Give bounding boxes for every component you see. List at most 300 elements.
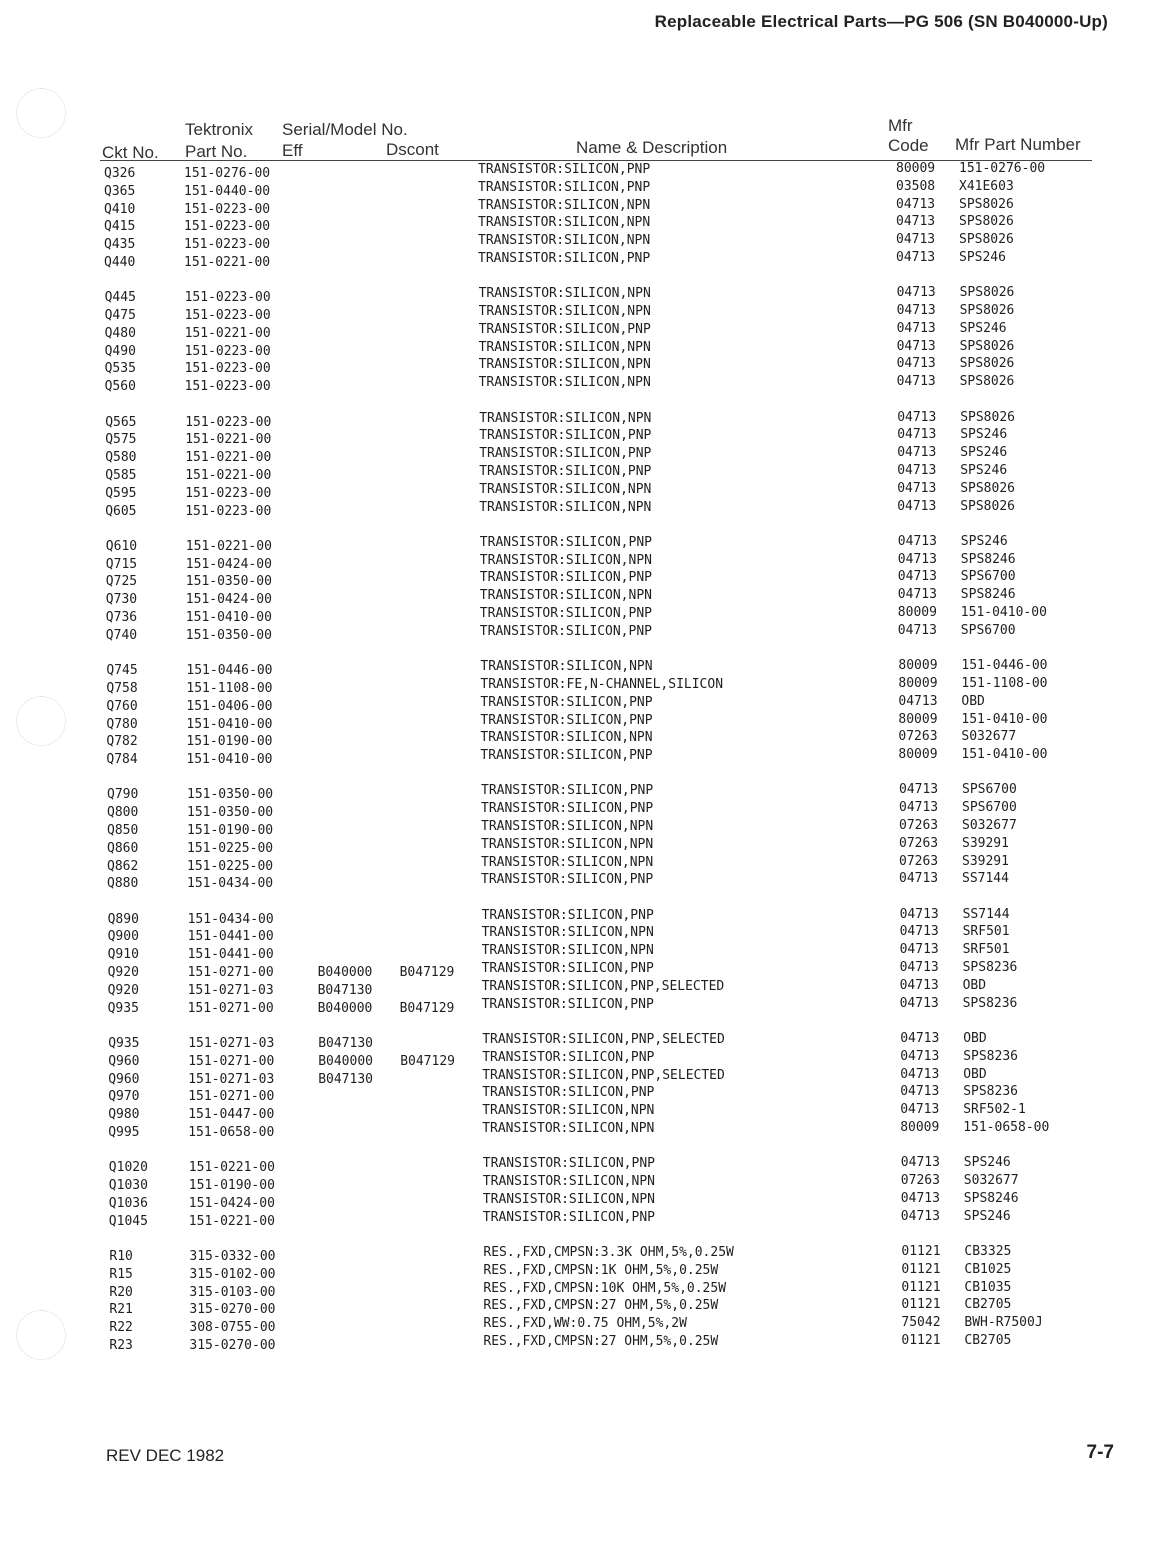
column-header-mfr: Mfr <box>888 116 913 135</box>
part-description: TRANSISTOR:SILICON,PNP <box>482 1156 655 1172</box>
part-description: TRANSISTOR:SILICON,PNP <box>480 712 653 728</box>
column-header-part-no: Part No. <box>185 142 248 161</box>
part-description: TRANSISTOR:SILICON,NPN <box>481 819 654 834</box>
table-row <box>104 374 1105 397</box>
tektronix-part-number: 151-0221-00 <box>185 450 272 466</box>
mfr-code: 80009 <box>898 675 938 691</box>
circuit-number: R22 <box>109 1320 133 1336</box>
tektronix-part-number: 315-0102-00 <box>189 1266 276 1282</box>
column-header-name-description: Name & Description <box>576 138 728 157</box>
circuit-number: Q740 <box>105 627 138 643</box>
part-description: RES.,FXD,CMPSN:10K OHM,5%,0.25W <box>483 1280 727 1296</box>
mfr-part-number: SPS6700 <box>962 782 1017 798</box>
mfr-code: 04713 <box>898 693 938 709</box>
part-description: TRANSISTOR:SILICON,PNP <box>480 694 653 710</box>
circuit-number: Q920 <box>107 982 139 998</box>
tektronix-part-number: 151-0225-00 <box>187 840 274 856</box>
mfr-part-number: SPS8026 <box>959 196 1014 212</box>
circuit-number: Q790 <box>107 787 139 803</box>
mfr-code: 01121 <box>901 1297 941 1313</box>
tektronix-part-number: 151-0447-00 <box>188 1107 275 1123</box>
part-description: TRANSISTOR:SILICON,NPN <box>482 1103 655 1119</box>
row-group <box>106 658 1106 770</box>
mfr-code: 07263 <box>898 729 938 745</box>
circuit-number: Q326 <box>104 166 136 181</box>
row-group <box>107 906 1108 1019</box>
serial-eff: B040000 <box>318 1053 373 1069</box>
part-description: TRANSISTOR:SILICON,NPN <box>478 197 651 213</box>
mfr-code: 04713 <box>897 445 937 461</box>
circuit-number: Q475 <box>104 308 136 324</box>
circuit-number: Q1036 <box>108 1195 148 1211</box>
tektronix-part-number: 151-0271-00 <box>187 965 274 981</box>
mfr-part-number: SPS8236 <box>963 1048 1018 1064</box>
tektronix-part-number: 151-0223-00 <box>184 343 271 359</box>
circuit-number: Q920 <box>107 965 139 981</box>
part-description: TRANSISTOR:SILICON,PNP <box>479 606 652 622</box>
circuit-number: Q365 <box>104 183 136 199</box>
mfr-code: 04713 <box>899 924 939 940</box>
tektronix-part-number: 151-0350-00 <box>187 805 274 821</box>
tektronix-part-number: 151-0271-00 <box>188 1053 275 1069</box>
mfr-code: 04713 <box>897 409 937 425</box>
circuit-number: Q410 <box>104 201 136 217</box>
tektronix-part-number: 151-0446-00 <box>186 663 273 679</box>
mfr-code: 04713 <box>897 587 937 603</box>
mfr-code: 04713 <box>896 285 936 301</box>
mfr-part-number: SPS8026 <box>959 214 1014 230</box>
part-description: TRANSISTOR:SILICON,NPN <box>479 410 652 426</box>
mfr-part-number: SPS8236 <box>962 960 1018 976</box>
tektronix-part-number: 151-0223-00 <box>185 503 272 519</box>
mfr-code: 04713 <box>896 338 936 354</box>
circuit-number: R23 <box>109 1337 133 1353</box>
mfr-code: 04713 <box>896 303 936 319</box>
mfr-part-number: CB2705 <box>964 1297 1012 1313</box>
mfr-code: 04713 <box>896 214 936 230</box>
part-description: TRANSISTOR:SILICON,NPN <box>481 836 654 852</box>
mfr-code: 01121 <box>901 1279 941 1295</box>
table-row <box>104 249 1104 273</box>
tektronix-part-number: 151-0410-00 <box>185 610 272 626</box>
serial-eff: B047130 <box>318 1035 373 1051</box>
part-description: TRANSISTOR:SILICON,PNP <box>479 534 652 550</box>
mfr-part-number: SPS246 <box>960 445 1008 461</box>
part-description: TRANSISTOR:SILICON,PNP <box>479 446 652 462</box>
serial-dscont: B047129 <box>399 965 455 981</box>
circuit-number: Q610 <box>105 538 138 554</box>
circuit-number: Q910 <box>107 947 139 963</box>
table-row <box>108 1119 1108 1143</box>
part-description: TRANSISTOR:SILICON,PNP <box>479 570 652 586</box>
tektronix-part-number: 151-0424-00 <box>185 592 272 608</box>
column-header-tektronix: Tektronix <box>185 120 254 139</box>
circuit-number: Q1030 <box>108 1178 148 1194</box>
table-row <box>105 622 1106 646</box>
mfr-part-number: 151-0410-00 <box>961 747 1048 763</box>
mfr-part-number: X41E603 <box>959 178 1014 194</box>
part-description: TRANSISTOR:SILICON,PNP <box>478 250 651 266</box>
circuit-number: Q784 <box>106 752 138 768</box>
part-description: RES.,FXD,CMPSN:3.3K OHM,5%,0.25W <box>483 1244 734 1260</box>
circuit-number: Q580 <box>105 450 137 466</box>
tektronix-part-number: 151-0440-00 <box>184 183 271 199</box>
circuit-number: Q1045 <box>108 1213 148 1229</box>
mfr-part-number: S032677 <box>962 818 1017 833</box>
tektronix-part-number: 315-0270-00 <box>189 1302 276 1318</box>
mfr-code: 80009 <box>900 1119 940 1135</box>
mfr-part-number: 151-0446-00 <box>961 658 1048 674</box>
mfr-code: 04713 <box>900 1155 940 1171</box>
circuit-number: Q850 <box>107 823 139 838</box>
header-rule <box>100 160 1092 161</box>
mfr-part-number: SPS8026 <box>960 498 1015 514</box>
mfr-part-number: SPS6700 <box>962 800 1017 816</box>
part-description: TRANSISTOR:SILICON,NPN <box>478 339 651 355</box>
circuit-number: Q736 <box>105 610 138 626</box>
tektronix-part-number: 151-0406-00 <box>186 698 273 714</box>
mfr-part-number: SPS246 <box>963 1155 1011 1171</box>
tektronix-part-number: 151-0190-00 <box>187 823 274 838</box>
circuit-number: Q490 <box>104 343 136 359</box>
part-description: TRANSISTOR:SILICON,PNP,SELECTED <box>481 978 725 994</box>
mfr-code: 04713 <box>900 1084 940 1100</box>
part-description: TRANSISTOR:SILICON,NPN <box>481 925 654 941</box>
mfr-part-number: SPS8026 <box>959 356 1015 372</box>
row-group <box>108 1030 1108 1143</box>
mfr-part-number: 151-0410-00 <box>960 605 1047 621</box>
part-description: RES.,FXD,CMPSN:1K OHM,5%,0.25W <box>483 1262 719 1278</box>
part-description: RES.,FXD,WW:0.75 OHM,5%,2W <box>483 1316 687 1332</box>
row-group <box>105 409 1105 522</box>
table-row <box>108 1208 1109 1232</box>
tektronix-part-number: 151-0223-00 <box>184 237 271 253</box>
mfr-part-number: SPS246 <box>959 249 1006 265</box>
mfr-code: 80009 <box>896 161 936 176</box>
mfr-part-number: CB2705 <box>964 1332 1012 1348</box>
part-description: TRANSISTOR:SILICON,PNP <box>480 748 653 764</box>
column-header-eff: Eff <box>282 141 303 160</box>
part-description: TRANSISTOR:FE,N-CHANNEL,SILICON <box>480 676 724 692</box>
tektronix-part-number: 151-0223-00 <box>184 201 271 217</box>
circuit-number: Q862 <box>107 858 139 874</box>
tektronix-part-number: 151-1108-00 <box>186 680 273 696</box>
mfr-part-number: S032677 <box>963 1173 1019 1189</box>
mfr-part-number: OBD <box>963 1066 987 1082</box>
mfr-part-number: SRF501 <box>962 942 1010 958</box>
column-header-serial-model: Serial/Model No. <box>282 120 408 139</box>
circuit-number: Q782 <box>106 734 138 750</box>
mfr-code: 80009 <box>898 658 938 674</box>
table-row <box>106 747 1106 770</box>
circuit-number: Q725 <box>105 574 138 590</box>
serial-eff: B047130 <box>318 1071 373 1087</box>
mfr-code: 80009 <box>897 605 937 621</box>
mfr-code: 04713 <box>899 960 939 976</box>
mfr-part-number: SPS8246 <box>963 1190 1019 1206</box>
row-group <box>107 782 1107 894</box>
part-description: TRANSISTOR:SILICON,NPN <box>478 286 651 302</box>
mfr-code: 07263 <box>900 1173 940 1189</box>
mfr-part-number: SPS8026 <box>959 232 1014 248</box>
mfr-part-number: SPS246 <box>959 320 1007 336</box>
part-description: TRANSISTOR:SILICON,PNP <box>481 872 654 888</box>
mfr-code: 04713 <box>899 800 939 816</box>
mfr-part-number: 151-0658-00 <box>963 1119 1050 1135</box>
tektronix-part-number: 151-0441-00 <box>187 929 274 945</box>
circuit-number: R15 <box>109 1266 133 1282</box>
mfr-part-number: SPS8236 <box>962 995 1018 1011</box>
tektronix-part-number: 151-0223-00 <box>184 290 271 306</box>
part-description: TRANSISTOR:SILICON,NPN <box>481 854 654 870</box>
mfr-code: 01121 <box>901 1332 941 1348</box>
mfr-part-number: SPS8246 <box>960 587 1016 603</box>
part-description: TRANSISTOR:SILICON,PNP <box>478 179 651 195</box>
mfr-part-number: CB1035 <box>964 1279 1012 1295</box>
part-description: RES.,FXD,CMPSN:27 OHM,5%,0.25W <box>483 1333 719 1349</box>
circuit-number: Q800 <box>107 805 139 821</box>
mfr-part-number: SPS8026 <box>960 409 1015 425</box>
part-description: TRANSISTOR:SILICON,NPN <box>480 659 653 675</box>
circuit-number: Q960 <box>108 1053 140 1069</box>
mfr-part-number: SPS8026 <box>959 303 1015 319</box>
mfr-part-number: OBD <box>962 977 987 993</box>
mfr-code: 04713 <box>899 977 939 993</box>
tektronix-part-number: 151-0223-00 <box>184 361 271 377</box>
mfr-part-number: SPS8026 <box>959 285 1015 301</box>
tektronix-part-number: 151-0221-00 <box>185 538 272 554</box>
circuit-number: Q605 <box>105 503 137 519</box>
tektronix-part-number: 151-0410-00 <box>186 752 273 768</box>
mfr-part-number: SPS246 <box>960 427 1008 443</box>
tektronix-part-number: 151-0221-00 <box>188 1213 275 1229</box>
part-description: TRANSISTOR:SILICON,PNP <box>479 463 652 479</box>
page-header-title: Replaceable Electrical Parts—PG 506 (SN B040000-Up) <box>654 12 1108 31</box>
part-description: TRANSISTOR:SILICON,PNP <box>479 428 652 444</box>
tektronix-part-number: 151-0410-00 <box>186 716 273 732</box>
mfr-code: 04713 <box>899 782 939 798</box>
tektronix-part-number: 151-0271-03 <box>188 1071 275 1087</box>
mfr-part-number: SPS246 <box>960 462 1008 478</box>
mfr-part-number: OBD <box>961 693 985 709</box>
mfr-code: 01121 <box>901 1243 941 1259</box>
circuit-number: Q780 <box>106 716 138 732</box>
tektronix-part-number: 151-0223-00 <box>184 379 271 395</box>
circuit-number: Q730 <box>105 592 138 608</box>
mfr-code: 75042 <box>901 1315 941 1331</box>
tektronix-part-number: 151-0223-00 <box>184 308 271 324</box>
mfr-part-number: SPS8026 <box>959 374 1015 390</box>
mfr-part-number: SPS6700 <box>960 622 1016 638</box>
serial-dscont: B047129 <box>400 1053 455 1069</box>
row-group <box>105 533 1106 646</box>
row-group <box>104 161 1104 273</box>
circuit-number: Q565 <box>105 414 137 430</box>
tektronix-part-number: 315-0103-00 <box>189 1284 276 1300</box>
circuit-number: Q560 <box>104 379 136 395</box>
mfr-code: 04713 <box>897 427 937 443</box>
part-description: TRANSISTOR:SILICON,PNP <box>481 961 654 977</box>
circuit-number: R10 <box>109 1248 133 1264</box>
tektronix-part-number: 151-0271-03 <box>188 1035 275 1051</box>
tektronix-part-number: 151-0223-00 <box>185 485 272 501</box>
tektronix-part-number: 151-0350-00 <box>185 574 272 590</box>
tektronix-part-number: 308-0755-00 <box>189 1320 276 1336</box>
part-description: TRANSISTOR:SILICON,PNP <box>481 996 654 1012</box>
table-row <box>109 1332 1109 1356</box>
part-description: TRANSISTOR:SILICON,PNP <box>478 321 651 337</box>
table-row <box>105 498 1105 522</box>
mfr-part-number: CB1025 <box>964 1261 1012 1277</box>
part-description: TRANSISTOR:SILICON,NPN <box>478 215 651 231</box>
tektronix-part-number: 151-0190-00 <box>186 734 273 750</box>
circuit-number: Q995 <box>108 1124 140 1140</box>
mfr-code: 04713 <box>897 569 937 585</box>
circuit-number: Q890 <box>107 911 139 927</box>
tektronix-part-number: 151-0221-00 <box>188 1160 275 1176</box>
tektronix-part-number: 151-0221-00 <box>185 432 272 448</box>
mfr-code: 04713 <box>896 232 936 248</box>
revision-date: REV DEC 1982 <box>106 1446 225 1465</box>
mfr-code: 01121 <box>901 1261 941 1277</box>
mfr-code: 04713 <box>896 196 936 212</box>
mfr-part-number: 151-0410-00 <box>961 711 1048 727</box>
part-description: TRANSISTOR:SILICON,PNP,SELECTED <box>482 1031 725 1047</box>
serial-eff: B047130 <box>317 982 373 998</box>
circuit-number: Q758 <box>106 680 138 696</box>
mfr-code: 04713 <box>896 356 936 372</box>
mfr-part-number: CB3325 <box>964 1243 1012 1259</box>
column-header-ckt-no: Ckt No. <box>102 143 159 162</box>
mfr-code: 04713 <box>899 995 939 1011</box>
circuit-number: Q745 <box>106 663 138 679</box>
circuit-number: Q935 <box>108 1035 140 1051</box>
mfr-code: 80009 <box>898 711 938 727</box>
circuit-number: Q595 <box>105 485 137 501</box>
table-row <box>107 995 1108 1019</box>
part-description: TRANSISTOR:SILICON,PNP <box>482 1209 655 1225</box>
mfr-part-number: SPS8236 <box>963 1084 1018 1100</box>
tektronix-part-number: 151-0271-03 <box>187 982 274 998</box>
mfr-part-number: S39291 <box>962 835 1009 851</box>
mfr-part-number: SRF501 <box>962 924 1010 940</box>
parts-list-table <box>104 161 1104 1373</box>
mfr-code: 07263 <box>899 818 939 833</box>
part-description: TRANSISTOR:SILICON,PNP <box>481 801 654 817</box>
mfr-part-number: S032677 <box>961 729 1017 745</box>
part-description: TRANSISTOR:SILICON,NPN <box>478 357 651 373</box>
circuit-number: Q575 <box>105 432 137 448</box>
part-description: TRANSISTOR:SILICON,NPN <box>478 304 651 320</box>
mfr-code: 04713 <box>899 906 939 922</box>
circuit-number: Q435 <box>104 237 136 253</box>
column-header-code: Code <box>888 136 929 155</box>
circuit-number: Q480 <box>104 325 136 341</box>
part-description: TRANSISTOR:SILICON,PNP <box>482 1049 655 1065</box>
tektronix-part-number: 151-0271-00 <box>187 1000 274 1016</box>
tektronix-part-number: 151-0221-00 <box>185 467 272 483</box>
table-row <box>107 871 1107 894</box>
part-description: TRANSISTOR:SILICON,NPN <box>482 1120 655 1136</box>
punch-hole-mark <box>16 88 66 138</box>
circuit-number: Q980 <box>108 1107 140 1123</box>
part-description: TRANSISTOR:SILICON,NPN <box>481 943 654 959</box>
mfr-code: 04713 <box>900 1030 940 1046</box>
part-description: TRANSISTOR:SILICON,PNP,SELECTED <box>482 1067 725 1083</box>
tektronix-part-number: 151-0658-00 <box>188 1124 275 1140</box>
part-description: TRANSISTOR:SILICON,NPN <box>480 730 653 746</box>
row-group <box>108 1155 1109 1231</box>
mfr-part-number: 151-0276-00 <box>959 161 1046 176</box>
mfr-part-number: S39291 <box>962 853 1009 869</box>
mfr-code: 04713 <box>896 249 936 265</box>
circuit-number: Q970 <box>108 1089 140 1105</box>
tektronix-part-number: 151-0424-00 <box>185 556 272 572</box>
mfr-code: 04713 <box>900 1102 940 1118</box>
tektronix-part-number: 151-0271-00 <box>188 1089 275 1105</box>
circuit-number: R21 <box>109 1302 133 1318</box>
part-description: TRANSISTOR:SILICON,NPN <box>479 499 652 515</box>
mfr-code: 04713 <box>897 498 937 514</box>
tektronix-part-number: 315-0270-00 <box>189 1337 276 1353</box>
tektronix-part-number: 151-0424-00 <box>188 1195 275 1211</box>
circuit-number: Q585 <box>105 467 137 483</box>
circuit-number: Q715 <box>105 556 138 572</box>
tektronix-part-number: 151-0441-00 <box>187 947 274 963</box>
mfr-part-number: SPS8026 <box>959 338 1015 354</box>
column-header-dscont: Dscont <box>386 140 439 159</box>
circuit-number: Q880 <box>107 876 139 892</box>
part-description: TRANSISTOR:SILICON,NPN <box>482 1191 655 1207</box>
tektronix-part-number: 151-0225-00 <box>187 858 274 874</box>
row-group <box>109 1243 1109 1356</box>
column-header-mfr-part-number: Mfr Part Number <box>955 135 1081 154</box>
mfr-code: 04713 <box>896 320 936 336</box>
mfr-part-number: SPS6700 <box>960 569 1016 585</box>
mfr-part-number: SPS246 <box>960 533 1008 549</box>
tektronix-part-number: 151-0350-00 <box>187 787 274 803</box>
row-group <box>104 285 1105 397</box>
mfr-code: 03508 <box>896 178 936 194</box>
circuit-number: Q445 <box>104 290 136 306</box>
mfr-part-number: SS7144 <box>962 871 1009 887</box>
part-description: TRANSISTOR:SILICON,PNP <box>481 907 654 923</box>
tektronix-part-number: 151-0221-00 <box>184 325 271 341</box>
tektronix-part-number: 151-0350-00 <box>185 627 272 643</box>
serial-eff: B040000 <box>317 965 373 981</box>
mfr-part-number: OBD <box>963 1030 987 1046</box>
mfr-part-number: SPS8246 <box>960 551 1016 567</box>
part-description: TRANSISTOR:SILICON,NPN <box>479 481 652 497</box>
circuit-number: R20 <box>109 1284 133 1300</box>
mfr-code: 04713 <box>897 480 937 496</box>
tektronix-part-number: 151-0434-00 <box>187 876 274 892</box>
mfr-part-number: BWH-R7500J <box>964 1315 1043 1331</box>
part-description: TRANSISTOR:SILICON,NPN <box>479 588 652 604</box>
mfr-code: 04713 <box>899 942 939 958</box>
serial-eff: B040000 <box>317 1000 373 1016</box>
mfr-code: 07263 <box>899 835 939 851</box>
mfr-part-number: 151-1108-00 <box>961 675 1048 691</box>
part-description: TRANSISTOR:SILICON,NPN <box>482 1174 655 1190</box>
punch-hole-mark <box>16 1310 66 1360</box>
part-description: TRANSISTOR:SILICON,PNP <box>478 162 651 177</box>
part-description: TRANSISTOR:SILICON,NPN <box>478 233 651 249</box>
part-description: TRANSISTOR:SILICON,PNP <box>479 623 652 639</box>
mfr-part-number: SS7144 <box>962 906 1010 922</box>
circuit-number: Q760 <box>106 698 138 714</box>
mfr-code: 04713 <box>897 551 937 567</box>
